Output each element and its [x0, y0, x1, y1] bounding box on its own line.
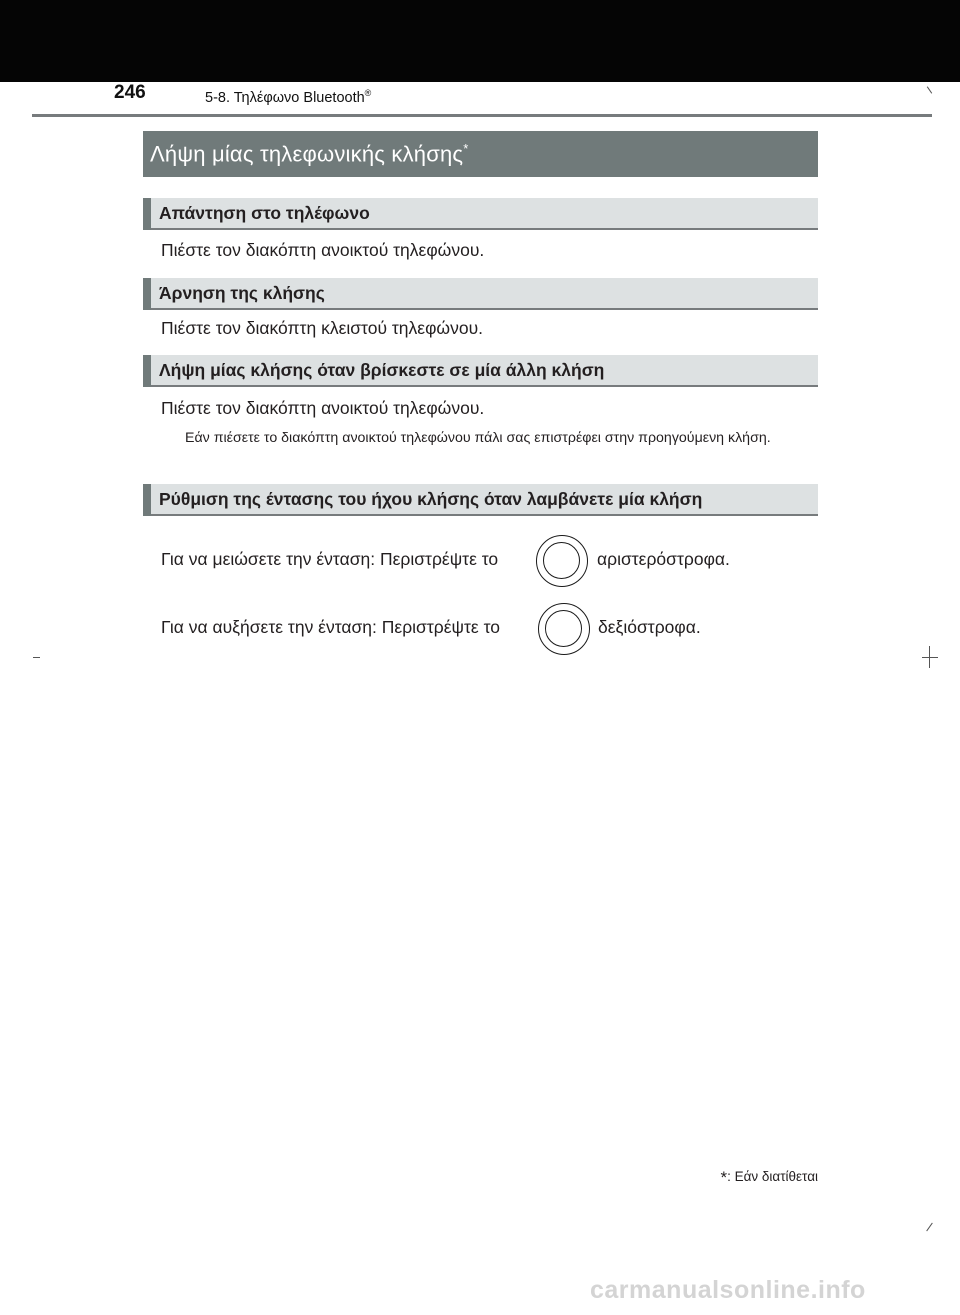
section-heading-answer — [143, 198, 818, 230]
instruction-answer: Πιέστε τον διακόπτη ανοικτού τηλεφώνου. — [161, 240, 485, 260]
crop-mark — [926, 1223, 933, 1232]
page-title-bar — [143, 131, 818, 177]
running-head-text: 5-8. Τηλέφωνο Bluetooth — [205, 89, 365, 106]
volume-increase-text: Για να αυξήσετε την ένταση: Περιστρέψτε το — [161, 617, 500, 637]
section-heading-text: Λήψη μίας κλήσης όταν βρίσκεστε σε μία άλλη κλήση — [159, 360, 605, 380]
watermark: carmanualsonline.info — [590, 1276, 866, 1304]
page-title-text: Λήψη μίας τηλεφωνικής κλήσης — [150, 141, 464, 167]
section-heading-ring-volume — [143, 484, 818, 516]
volume-knob-icon — [536, 535, 588, 587]
crop-mark — [922, 657, 938, 658]
footnote — [720, 1168, 818, 1188]
registered-mark: ® — [364, 88, 372, 98]
section-heading-call-waiting — [143, 355, 818, 387]
page-title — [150, 141, 469, 167]
volume-increase-instruction — [161, 603, 821, 657]
instruction-call-waiting: Πιέστε τον διακόπτη ανοικτού τηλεφώνου. — [161, 398, 485, 418]
volume-decrease-text: Για να μειώσετε την ένταση: Περιστρέψτε το — [161, 549, 499, 569]
volume-decrease-instruction — [161, 535, 821, 589]
crop-mark — [929, 646, 930, 668]
volume-increase-direction: δεξιόστροφα. — [598, 617, 701, 637]
footnote-text: : Εάν διατίθεται — [727, 1169, 818, 1184]
header-rule — [32, 114, 932, 117]
top-black-band — [0, 0, 960, 82]
section-heading-text: Άρνηση της κλήσης — [159, 283, 325, 303]
running-head — [205, 88, 371, 106]
title-asterisk: * — [463, 141, 469, 156]
volume-knob-icon — [538, 603, 590, 655]
section-heading-reject — [143, 278, 818, 310]
section-heading-text: Απάντηση στο τηλέφωνο — [159, 203, 370, 223]
crop-mark — [33, 657, 40, 658]
crop-mark — [927, 86, 932, 93]
call-waiting-note: Εάν πιέσετε το διακόπτη ανοικτού τηλεφώνου πάλι σας επιστρέφει στην προηγούμενη κλήση. — [185, 430, 771, 446]
volume-decrease-direction: αριστερόστροφα. — [597, 549, 730, 569]
instruction-reject: Πιέστε τον διακόπτη κλειστού τηλεφώνου. — [161, 318, 484, 338]
page-number: 246 — [114, 82, 146, 103]
section-heading-text: Ρύθμιση της έντασης του ήχου κλήσης όταν λαμβάνετε μία κλήση — [159, 489, 703, 509]
footnote-asterisk: * — [720, 1168, 728, 1187]
